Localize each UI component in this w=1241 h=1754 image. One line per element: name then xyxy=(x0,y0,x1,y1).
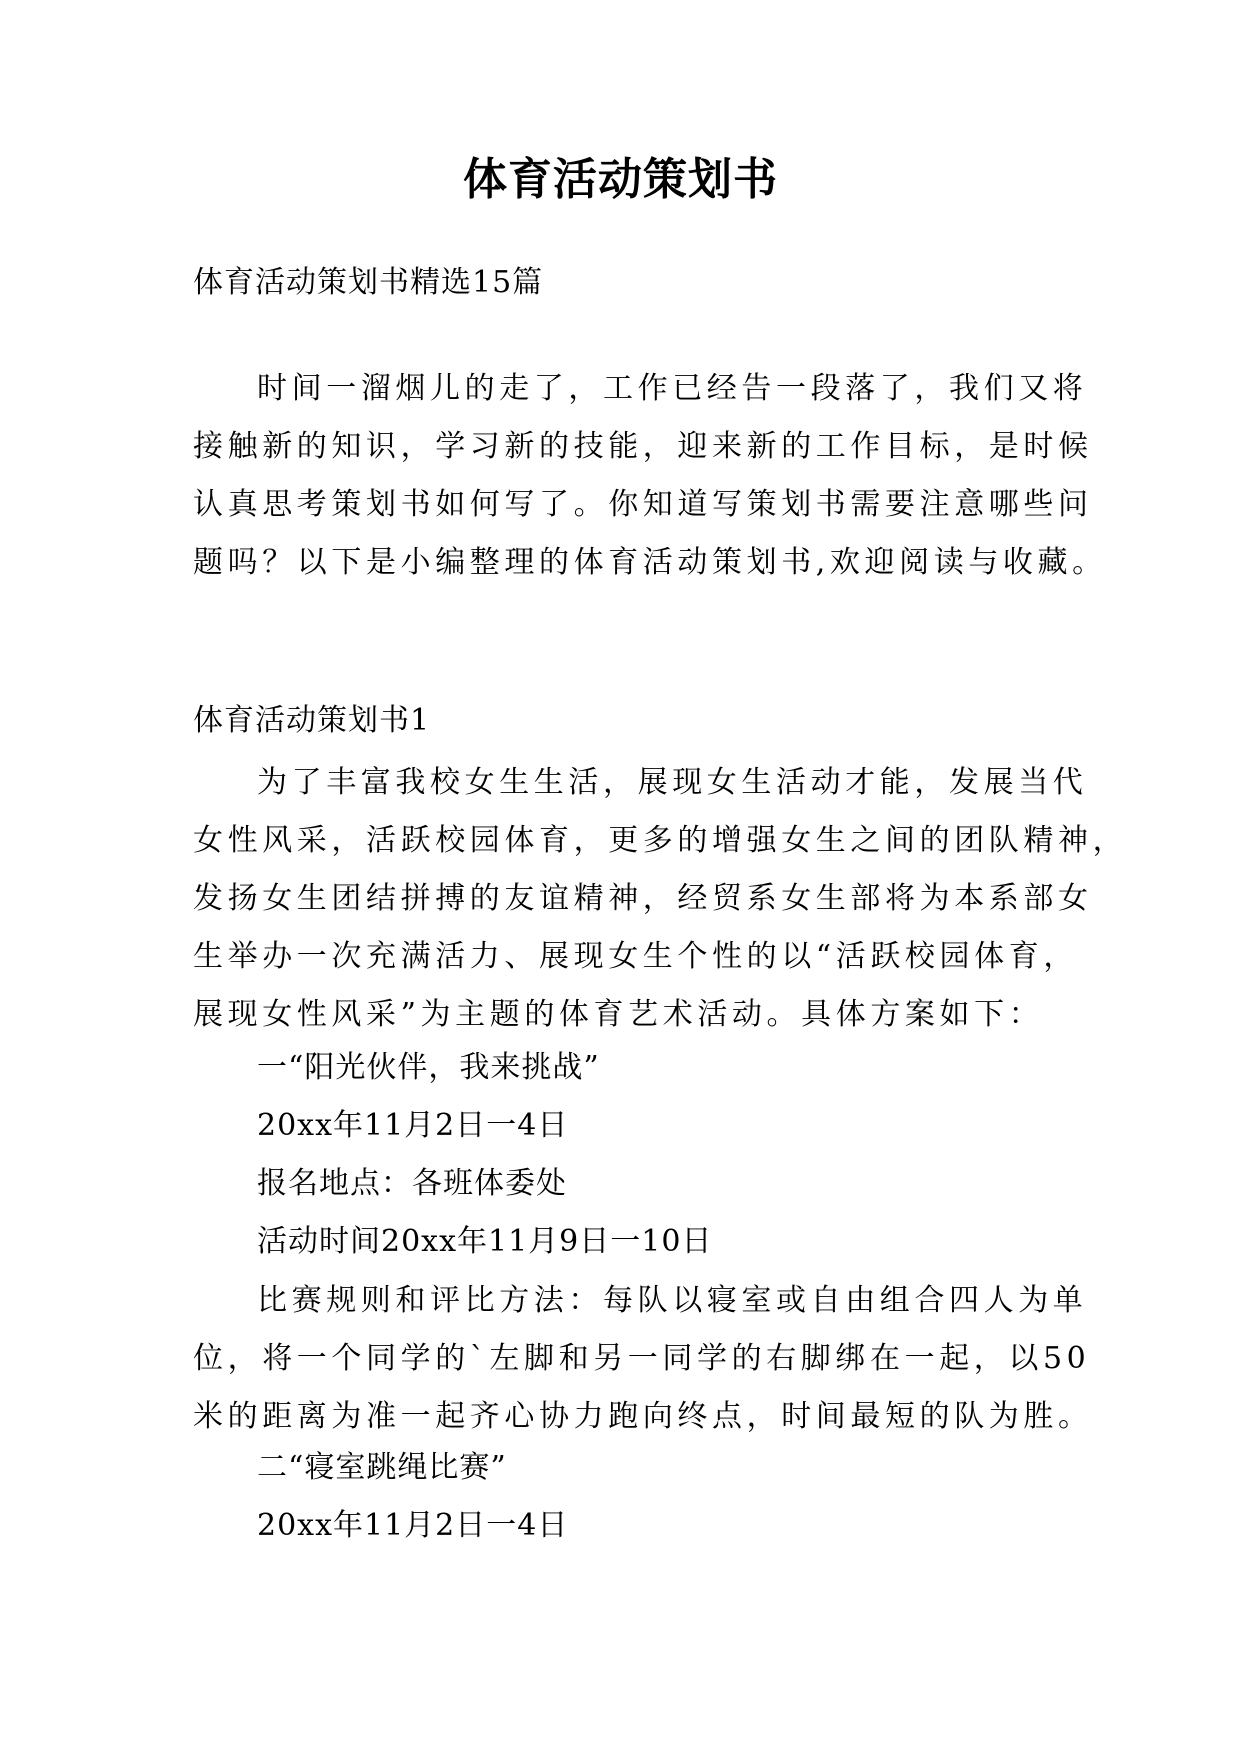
intro-paragraph xyxy=(193,360,1107,592)
document-title: 体育活动策划书 xyxy=(463,154,778,205)
document-subtitle: 体育活动策划书精选15篇 xyxy=(193,265,544,300)
paragraph-line: 为了丰富我校女生生活，展现女生活动才能，发展当代 xyxy=(257,765,1088,800)
paragraph-line: 女性风采，活跃校园体育，更多的增强女生之间的团队精神， xyxy=(193,823,1128,858)
paragraph-line: 生举办一次充满活力、展现女生个性的以“活跃校园体育， xyxy=(193,939,1078,974)
item-location: 报名地点：各班体委处 xyxy=(257,1166,567,1201)
intro-line: 时间一溜烟儿的走了，工作已经告一段落了，我们又将 xyxy=(257,371,1088,406)
intro-line: 认真思考策划书如何写了。你知道写策划书需要注意哪些问 xyxy=(193,487,1093,522)
intro-line: 题吗？以下是小编整理的体育活动策划书,欢迎阅读与收藏。 xyxy=(193,545,1107,580)
section-heading: 体育活动策划书1 xyxy=(193,703,431,738)
section-paragraph xyxy=(193,754,1128,1044)
rules-line: 比赛规则和评比方法：每队以寝室或自由组合四人为单 xyxy=(257,1283,1088,1318)
rules-paragraph xyxy=(193,1272,1093,1446)
paragraph-line: 展现女性风采”为主题的体育艺术活动。具体方案如下： xyxy=(193,997,1044,1032)
item-time: 活动时间20xx年11月9日一10日 xyxy=(257,1224,713,1259)
paragraph-line: 发扬女生团结拼搏的友谊精神，经贸系女生部将为本系部女 xyxy=(193,881,1093,916)
item-title: 二“寝室跳绳比赛” xyxy=(257,1450,507,1485)
rules-line: 位，将一个同学的`左脚和另一同学的右脚绑在一起，以50 xyxy=(193,1341,1091,1376)
item-title: 一“阳光伙伴，我来挑战” xyxy=(257,1050,600,1085)
intro-line: 接触新的知识，学习新的技能，迎来新的工作目标，是时候 xyxy=(193,429,1093,464)
item-date: 20xx年11月2日一4日 xyxy=(257,1508,569,1543)
item-date: 20xx年11月2日一4日 xyxy=(257,1108,569,1143)
rules-line: 米的距离为准一起齐心协力跑向终点，时间最短的队为胜。 xyxy=(193,1399,1093,1434)
